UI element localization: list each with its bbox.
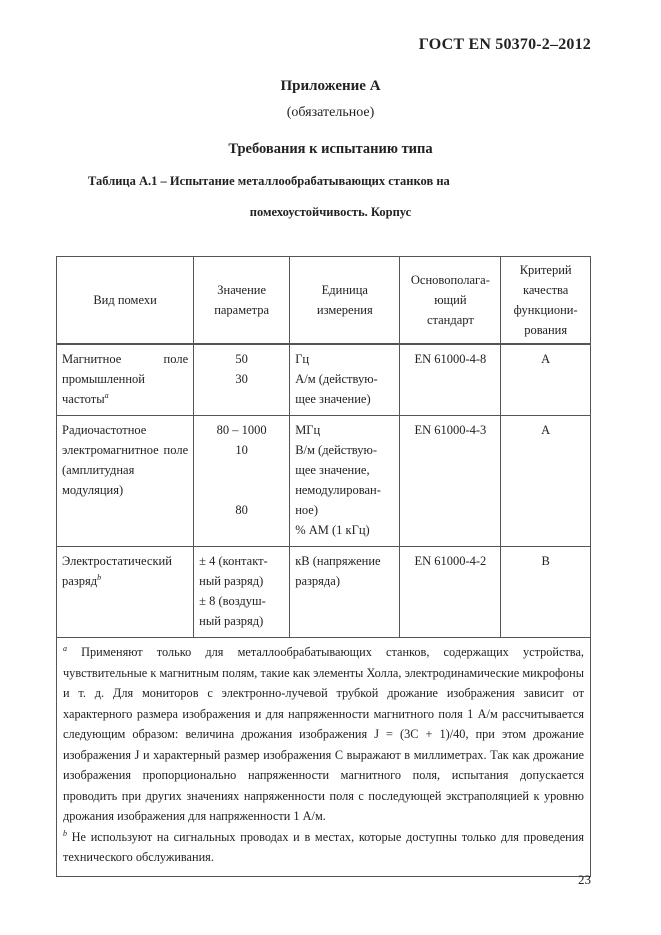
immunity-test-table [56,256,591,877]
footnote-mark: a [63,643,67,653]
cell-parameter-value: 80 – 1000 10 80 [194,416,290,547]
page-number: 23 [578,872,591,887]
cell-parameter-value: ± 4 (контакт- ный разряд) ± 8 (воздуш- ный разряд) [194,547,290,638]
table-notes-row [57,638,591,877]
cell-unit: Гц А/м (действую- щее значение) [290,344,400,416]
header-parameter-value: Значение параметра [194,257,290,345]
cell-unit: кВ (напряжение разряда) [290,547,400,638]
table-notes [57,638,591,877]
table-row [57,547,591,638]
cell-unit: МГц В/м (действую- щее значение, немодулирован- ное) % АМ (1 кГц) [290,416,400,547]
table-row [57,344,591,416]
header-performance-criterion: Критерий качества функциони- рования [501,257,591,345]
cell-performance-criterion: В [501,547,591,638]
document-id: ГОСТ EN 50370-2–2012 [418,36,591,53]
cell-disturbance-type: Электростатический разряд$^b$ [57,547,194,638]
cell-basic-standard: EN 61000-4-3 [400,416,501,547]
footnote-mark: b [97,572,102,582]
table-header-row [57,257,591,345]
footnote-a: $^a$ Применяют только для металлообрабатывающих станков, содержащих устройства, чувствительные к магнитным полям, такие как элементы Холла, электродинамические микрофоны и т. д. Для мониторов с электронно-лучевой трубкой дрожание изображения зависит от характерного размера изображения и для напряженности магнитного поля 1 А/м рассчитывается следующим образом: величина дрожания изображения J = (3C + 1)/40, при этом дрожание изображения J и характерный размер изображения C выражают в миллиметрах. Так как дрожание изображения пропорционально напряженности магнитного поля, испытания допускается проводить при других значениях напряженности поля с последующей экстраполяцией к уровню дрожания изображения для напряженности 1 А/м. [63,643,584,823]
header-disturbance-type: Вид помехи [57,257,194,345]
header-unit: Единица измерения [290,257,400,345]
annex-status: (обязательное) [286,105,375,120]
cell-disturbance-type: Магнитное поле промышленной частоты$^a$ [57,344,194,416]
cell-performance-criterion: А [501,344,591,416]
annex-title: Приложение А [280,78,381,94]
footnote-mark: b [63,828,67,838]
footnote-b: $^b$ Не используют на сигнальных проводах и в местах, которые доступны только для проведения технического обслуживания. [63,828,584,864]
table-caption-line-2: помехоустойчивость. Корпус [249,205,412,219]
table-row [57,416,591,547]
section-title: Требования к испытанию типа [228,141,433,157]
cell-performance-criterion: А [501,416,591,547]
cell-disturbance-type: Радиочастотное электромагнитное поле (амплитудная модуляция) [57,416,194,547]
footnote-mark: a [104,390,109,400]
table-caption-line-1: Таблица А.1 – Испытание металлообрабатывающих станков на [88,174,450,188]
cell-basic-standard: EN 61000-4-8 [400,344,501,416]
header-basic-standard: Основополага- ющий стандарт [400,257,501,345]
cell-parameter-value: 50 30 [194,344,290,416]
cell-basic-standard: EN 61000-4-2 [400,547,501,638]
